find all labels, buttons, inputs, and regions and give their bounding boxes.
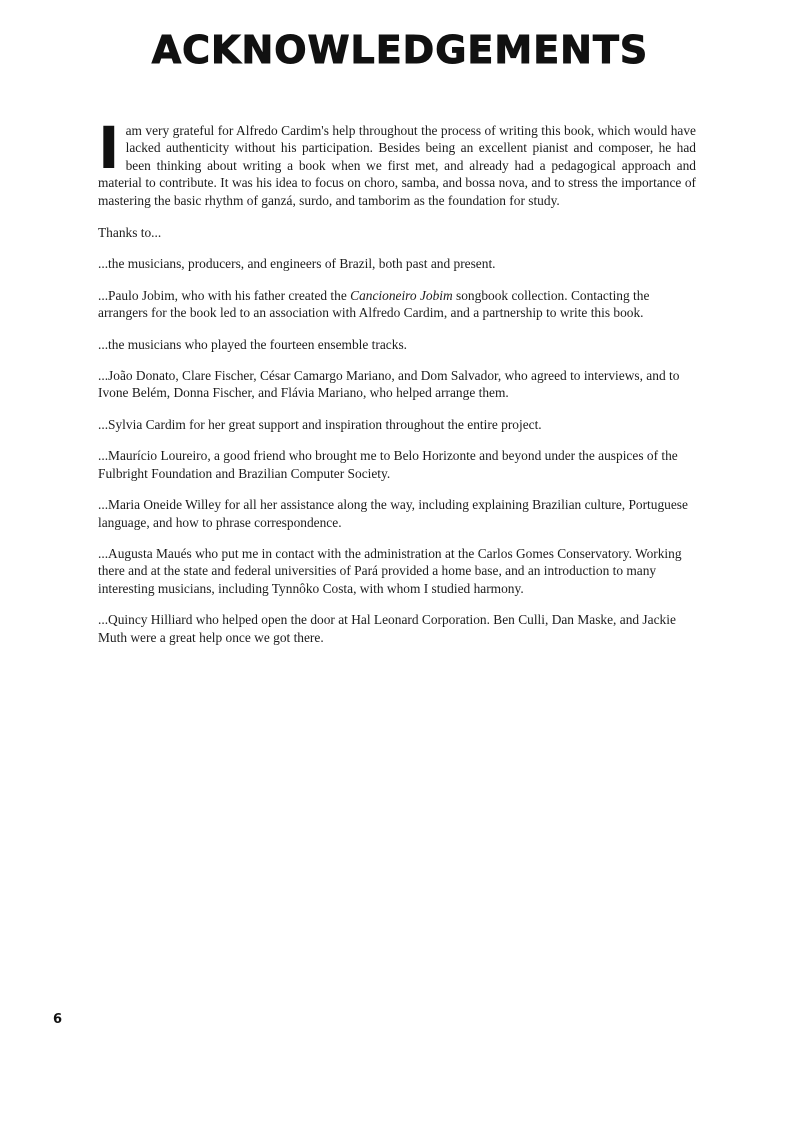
acknowledgements-body [98,114,696,660]
thanks-item: ...Maurício Loureiro, a good friend who brought me to Belo Horizonte and beyond under the auspices of the Fulbright Foundation and Brazilian Computer Society. [98,448,678,481]
thanks-item-text: ...Paulo Jobim, who with his father created the [98,287,351,303]
thanks-item: ...Sylvia Cardim for her great support and inspiration throughout the entire project. [98,416,542,432]
intro-paragraph [98,114,696,209]
intro-text: am very grateful for Alfredo Cardim's help throughout the process of writing this book, which would have lacked authenticity without his participation. Besides being an excellent pianist and composer, he had been thinking about writing a book when we first met, and already had a pedagogical approach and material to contribute. It was his idea to focus on choro, samba, and bossa nova, and to stress the importance of mastering the basic rhythm of ganzá, surdo, and tamborim as the foundation for study. [98,123,696,208]
drop-cap: I [98,114,120,182]
thanks-item: ...Quincy Hilliard who helped open the door at Hal Leonard Corporation. Ben Culli, Dan Maske, and Jackie Muth were a great help once we got there. [98,612,676,645]
page-title: ACKNOWLEDGEMENTS [151,28,649,72]
thanks-item: ...Maria Oneide Willey for all her assistance along the way, including explaining Brazilian culture, Portuguese language, and how to phrase correspondence. [98,497,688,530]
thanks-item [98,287,696,322]
thanks-item: ...the musicians, producers, and engineers of Brazil, both past and present. [98,256,496,272]
thanks-item-text: songbook collection. Contacting the arrangers for the book led to an association with Alfredo Cardim, and a partnership to write this book. [98,287,650,321]
thanks-item: ...the musicians who played the fourteen ensemble tracks. [98,336,408,352]
thanks-heading: Thanks to... [98,225,162,241]
thanks-item: ...João Donato, Clare Fischer, César Camargo Mariano, and Dom Salvador, who agreed to interviews, and to Ivone Belém, Donna Fischer, and Flávia Mariano, who helped arrange them. [98,368,680,401]
book-title: Cancioneiro Jobim [350,287,453,303]
page-number: 6 [53,1012,63,1027]
thanks-item: ...Augusta Maués who put me in contact with the administration at the Carlos Gomes Conservatory. Working there and at the state and federal universities of Pará provided a home base, and an introduction to many interesting musicians, including Tynnôko Costa, with whom I studied harmony. [98,545,682,596]
